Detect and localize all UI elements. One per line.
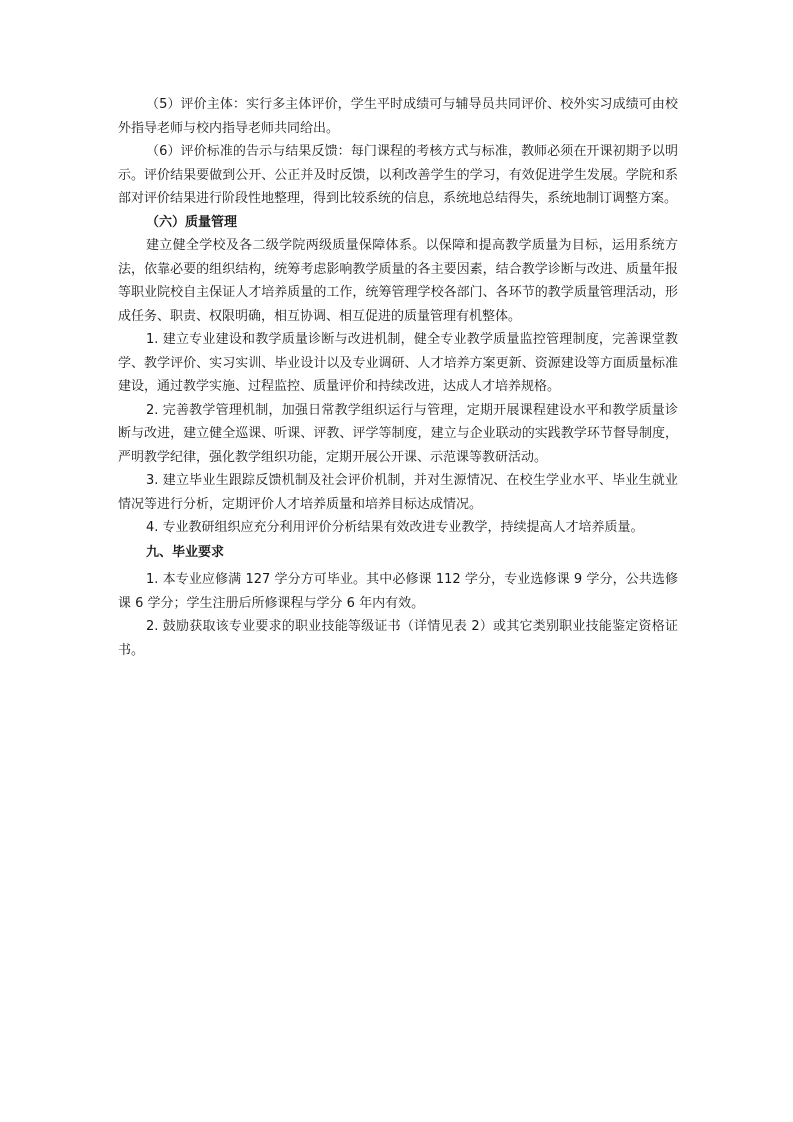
paragraph-graduation-item-2: 2. 鼓励获取该专业要求的职业技能等级证书（详情见表 2）或其它类别职业技能鉴定资格证书。: [118, 619, 678, 658]
document-page: [118, 93, 678, 662]
section-heading-quality-management: （六）质量管理: [146, 214, 238, 230]
paragraph-quality-item-4: 4. 专业教研组织应充分利用评价分析结果有效改进专业教学，持续提高人才培养质量。: [146, 520, 644, 535]
paragraph-evaluation-feedback: （6）评价标准的告示与结果反馈：每门课程的考核方式与标准，教师必须在开课初期予以明示。评价结果要做到公开、公正并及时反馈，以利改善学生的学习，有效促进学生发展。学院和系部对评价结果进行阶段性地整理，得到比较系统的信息，系统地总结得失，系统地制订调整方案。: [118, 144, 678, 206]
paragraph-quality-system: 建立健全学校及各二级学院两级质量保障体系。以保障和提高教学质量为目标，运用系统方法，依靠必要的组织结构，统筹考虑影响教学质量的各主要因素，结合教学诊断与改进、质量年报等职业院校自主保证人才培养质量的工作，统筹管理学校各部门、各环节的教学质量管理活动，形成任务、职责、权限明确，相互协调、相互促进的质量管理有机整体。: [118, 238, 678, 324]
paragraph-evaluation-subject: （5）评价主体：实行多主体评价，学生平时成绩可与辅导员共同评价、校外实习成绩可由校外指导老师与校内指导老师共同给出。: [118, 97, 678, 136]
paragraph-quality-item-3: 3. 建立毕业生跟踪反馈机制及社会评价机制，并对生源情况、在校生学业水平、毕业生就业情况等进行分析，定期评价人才培养质量和培养目标达成情况。: [118, 473, 678, 512]
paragraph-quality-item-2: 2. 完善教学管理机制，加强日常教学组织运行与管理，定期开展课程建设水平和教学质量诊断与改进，建立健全巡课、听课、评教、评学等制度，建立与企业联动的实践教学环节督导制度，严明教学纪律，强化教学组织功能，定期开展公开课、示范课等教研活动。: [118, 402, 678, 465]
paragraph-quality-item-1: 1. 建立专业建设和教学质量诊断与改进机制，健全专业教学质量监控管理制度，完善课堂教学、教学评价、实习实训、毕业设计以及专业调研、人才培养方案更新、资源建设等方面质量标准建设，通过教学实施、过程监控、质量评价和持续改进，达成人才培养规格。: [118, 332, 678, 394]
paragraph-graduation-item-1: 1. 本专业应修满 127 学分方可毕业。其中必修课 112 学分，专业选修课 9 学分，公共选修课 6 学分；学生注册后所修课程与学分 6 年内有效。: [118, 572, 678, 611]
section-heading-graduation-requirements: 九、毕业要求: [146, 544, 225, 560]
